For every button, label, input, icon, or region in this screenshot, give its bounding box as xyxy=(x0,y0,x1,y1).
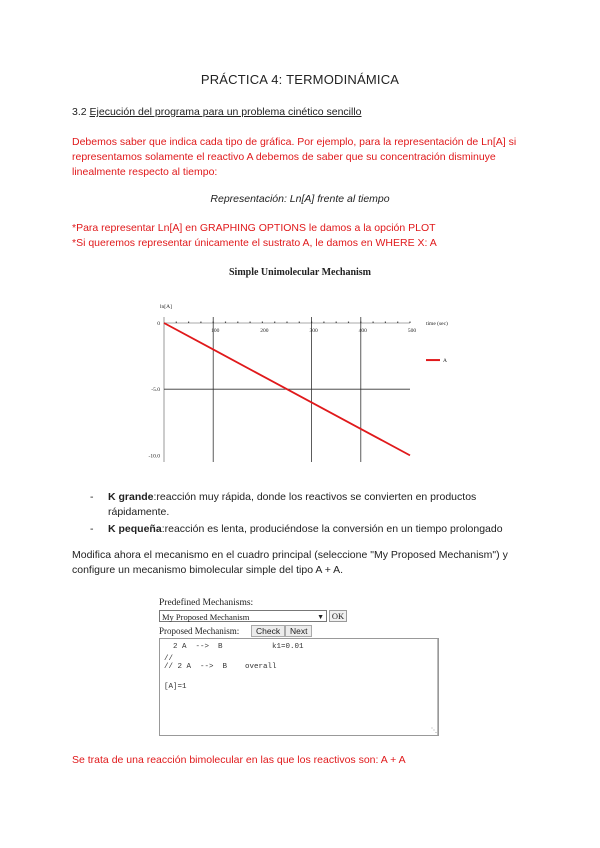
page-title: PRÁCTICA 4: TERMODINÁMICA xyxy=(200,72,400,87)
bullet-term: K grande xyxy=(108,491,154,503)
section-title: Ejecución del programa para un problema cinético sencillo xyxy=(89,106,362,118)
editor-scrollbar[interactable] xyxy=(437,639,438,735)
editor-line: // xyxy=(164,655,174,663)
check-button[interactable]: Check xyxy=(251,625,285,637)
predefined-label: Predefined Mechanisms: xyxy=(159,598,254,608)
ok-button[interactable]: OK xyxy=(329,610,347,622)
y-axis-label: ln[A] xyxy=(160,304,172,310)
x-tick-label: 500 xyxy=(407,328,417,334)
x-minor-tick xyxy=(323,322,324,323)
legend-label: A xyxy=(443,358,447,365)
chevron-down-icon: ▼ xyxy=(317,613,324,621)
bullet-dash: - xyxy=(90,523,94,535)
x-minor-tick xyxy=(262,322,263,323)
x-tick-label: 200 xyxy=(260,328,269,334)
conclusion-text: Se trata de una reacción bimolecular en las que los reactivos son: A + A xyxy=(72,754,406,766)
x-minor-tick xyxy=(250,322,251,323)
x-minor-tick xyxy=(225,322,226,323)
modify-paragraph: Modifica ahora el mecanismo en el cuadro principal (seleccione "My Proposed Mechanism") y configure un mecanismo bimolecular simple del tipo A + A. xyxy=(72,549,508,576)
x-minor-tick xyxy=(385,322,386,323)
x-minor-tick xyxy=(176,322,177,323)
x-minor-tick xyxy=(397,322,398,323)
bullet-k-pequena xyxy=(90,522,540,537)
bullet-k-grande xyxy=(90,490,540,520)
mechanism-editor[interactable] xyxy=(159,638,439,736)
x-tick-label: 300 xyxy=(309,328,318,334)
x-axis-label: time (sec) xyxy=(426,321,448,327)
resize-handle-icon[interactable]: ⋱ xyxy=(431,727,437,734)
next-button[interactable]: Next xyxy=(285,625,312,637)
mechanism-panel xyxy=(157,598,441,738)
bullet-text: :reacción muy rápida, donde los reactivos se convierten en productos rápidamente. xyxy=(108,491,477,518)
k-bullet-list xyxy=(90,490,540,539)
proposed-label: Proposed Mechanism: xyxy=(159,626,240,636)
mechanism-select[interactable] xyxy=(159,610,327,622)
representation-caption: Representación: Ln[A] frente al tiempo xyxy=(210,193,390,205)
x-minor-tick xyxy=(200,322,201,323)
x-minor-tick xyxy=(373,322,374,323)
editor-line: // 2 A --> B overall xyxy=(164,663,277,671)
x-minor-tick xyxy=(237,322,238,323)
editor-line: [A]=1 xyxy=(164,683,187,691)
x-minor-tick xyxy=(286,322,287,323)
editor-line: 2 A --> B k1=0.01 xyxy=(164,643,304,651)
bullet-term: K pequeña xyxy=(108,523,162,535)
x-tick-label: 400 xyxy=(358,328,367,334)
note-plot: *Para representar Ln[A] en GRAPHING OPTIONS le damos a la opción PLOT xyxy=(72,222,436,234)
y-tick-label: -5.0 xyxy=(151,387,160,394)
x-minor-tick xyxy=(188,322,189,323)
x-minor-tick xyxy=(299,322,300,323)
chart-title: Simple Unimolecular Mechanism xyxy=(228,267,372,278)
x-minor-tick xyxy=(348,322,349,323)
x-minor-tick xyxy=(336,322,337,323)
bullet-dash: - xyxy=(90,491,94,503)
ln-a-chart xyxy=(148,296,452,474)
mechanism-select-value: My Proposed Mechanism xyxy=(162,612,250,622)
bullet-text: :reacción es lenta, produciéndose la conversión en un tiempo prolongado xyxy=(161,523,503,535)
x-minor-tick xyxy=(274,322,275,323)
y-tick-label: 0 xyxy=(157,321,160,327)
intro-paragraph: Debemos saber que indica cada tipo de gráfica. Por ejemplo, para la representación de Ln[A] si representamos solamente el reactivo A debemos de saber que su concentración disminuye linealmente respecto al tiempo: xyxy=(72,136,517,178)
section-heading xyxy=(72,106,362,118)
y-tick-label: -10.0 xyxy=(148,453,160,460)
x-tick-label: 100 xyxy=(211,328,220,334)
note-where-x: *Si queremos representar únicamente el sustrato A, le damos en WHERE X: A xyxy=(72,237,437,249)
x-minor-tick xyxy=(409,322,410,323)
section-number: 3.2 xyxy=(72,106,87,118)
